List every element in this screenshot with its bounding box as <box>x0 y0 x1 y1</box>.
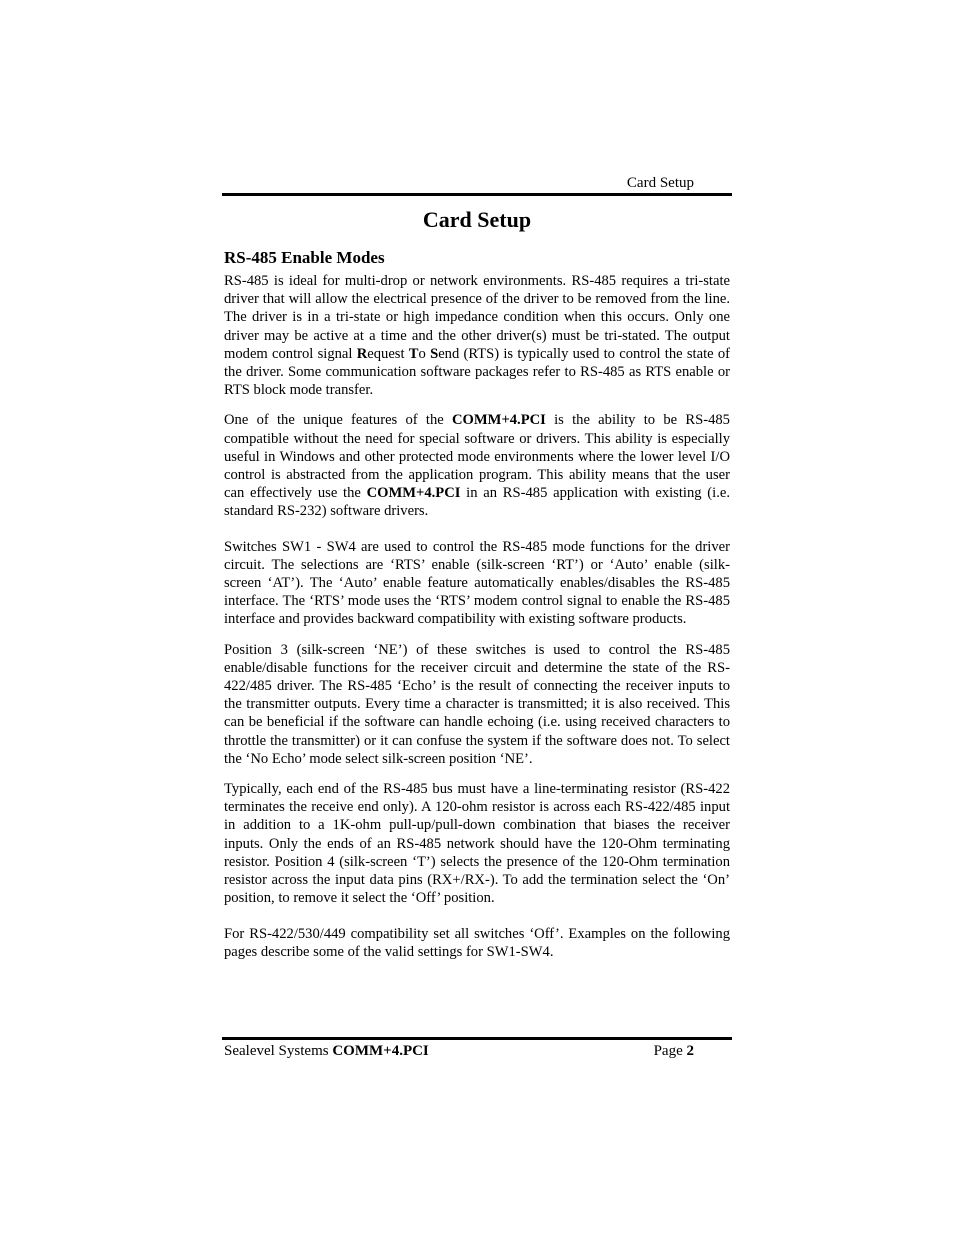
paragraph-echo: Position 3 (silk-screen ‘NE’) of these switches is used to control the RS-485 enable/disable functions for the receiver circuit and determine the state of the RS-422/485 driver. The RS-485 ‘Echo’ is the result of connecting the receiver inputs to the transmitter outputs. Every time a character is transmitted; it is also received. This can be beneficial if the software can handle echoing (i.e. using received characters to throttle the transmitter) or it can confuse the system if the software does not. To select the ‘No Echo’ mode select silk-screen position ‘NE’. <box>224 641 730 767</box>
company-name: Sealevel Systems <box>224 1043 333 1059</box>
bold-letter-t: T <box>408 345 419 362</box>
section-heading: RS-485 Enable Modes <box>224 248 385 267</box>
body-text <box>224 272 730 961</box>
paragraph-compatibility: For RS-422/530/449 compatibility set all switches ‘Off’. Examples on the following pages describe some of the valid settings for SW1-SW4. <box>224 925 730 960</box>
paragraph-termination: Typically, each end of the RS-485 bus must have a line-terminating resistor (RS-422 terminates the receive end only). A 120-ohm resistor is across each RS-422/485 input in addition to a 1K-ohm pull-up/pull-down combination that biases the receiver inputs. Only the ends of an RS-485 network should have the 120-Ohm terminating resistor. Position 4 (silk-screen ‘T’) selects the presence of the 120-Ohm termination resistor across the input data pins (RX+/RX-). To add the termination select the ‘On’ position, to remove it select the ‘Off’ position. <box>224 781 730 907</box>
footer-rule <box>222 1037 732 1040</box>
paragraph-unique-features <box>224 411 730 520</box>
footer-company <box>224 1042 429 1060</box>
text-run: in an RS-485 application with existing (i.e. standard RS-232) software drivers. <box>224 485 730 520</box>
header-rule <box>222 193 732 196</box>
text-run: RS-485 is ideal for multi-drop or network environments. RS-485 requires a tri-state driver that will allow the electrical presence of the driver to be removed from the line. The driver is in a tri-state or high impedance condition when this occurs. Only one driver may be active at a time and the other driver(s) must be tri-stated. The output modem control signal <box>224 273 730 362</box>
paragraph-rs485-intro <box>224 272 730 399</box>
text-run: end (RTS) is typically used to control the state of the driver. Some communication software packages refer to RS-485 as RTS enable or RTS block mode transfer. <box>224 345 731 399</box>
paragraph-switches: Switches SW1 - SW4 are used to control the RS-485 mode functions for the driver circuit. The selections are ‘RTS’ enable (silk-screen ‘RT’) or ‘Auto’ enable (silk-screen ‘AT’). The ‘Auto’ enable feature automatically enables/disables the RS-485 interface. The ‘RTS’ mode uses the ‘RTS’ modem control signal to enable the RS-485 interface and provides backward compatibility with existing software products. <box>224 538 730 628</box>
page-label: Page <box>653 1043 687 1059</box>
bold-letter-r: R <box>356 345 368 362</box>
text-run: o <box>418 345 431 362</box>
text-run: equest <box>367 345 409 362</box>
bold-letter-s: S <box>430 345 439 362</box>
product-name: COMM+4.PCI <box>366 485 461 502</box>
page-title: Card Setup <box>422 207 532 232</box>
text-run: One of the unique features of the <box>224 412 452 429</box>
text-run: is the ability to be RS-485 compatible without the need for special software or drivers. This ability is especially useful in Windows and other protected mode environments where the lower level I/O control is abstracted from the application program. This ability means that the user can effectively use the <box>224 412 730 502</box>
page-number: 2 <box>686 1043 694 1059</box>
product-name: COMM+4.PCI <box>452 412 546 429</box>
footer-product-name: COMM+4.PCI <box>332 1043 429 1059</box>
footer-page <box>600 1042 694 1060</box>
running-header: Card Setup <box>626 175 694 191</box>
